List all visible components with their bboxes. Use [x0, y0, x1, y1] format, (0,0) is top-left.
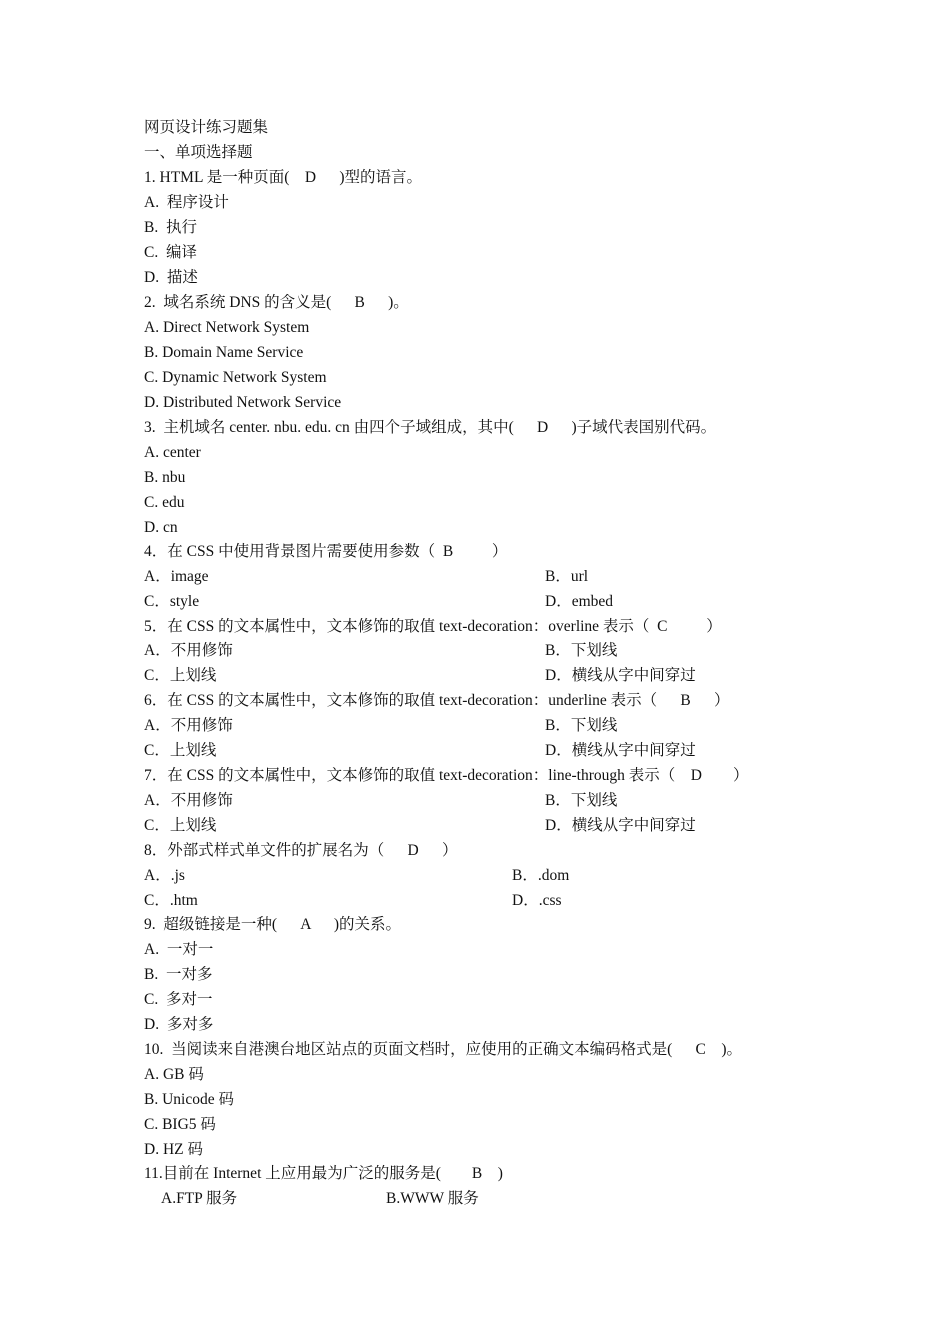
q6-option-b: B．下划线 — [545, 717, 618, 734]
section-heading: 一、单项选择题 — [144, 144, 253, 161]
q4-option-c: C．style — [144, 593, 200, 610]
q9-option-b: B. 一对多 — [144, 966, 213, 983]
q4-option-d: D．embed — [545, 593, 614, 610]
question-10: 10. 当阅读来自港澳台地区站点的页面文档时，应使用的正确文本编码格式是( C )。 — [144, 1041, 743, 1058]
question-1: 1. HTML 是一种页面( D )型的语言。 — [144, 169, 422, 186]
q6-option-c: C．上划线 — [144, 742, 217, 759]
q3-option-a: A. center — [144, 444, 201, 461]
document-title: 网页设计练习题集 — [144, 119, 269, 136]
q9-option-c: C. 多对一 — [144, 991, 213, 1008]
q9-option-d: D. 多对多 — [144, 1016, 214, 1033]
q8-option-d: D．.css — [512, 892, 562, 909]
q5-option-d: D．横线从字中间穿过 — [545, 667, 696, 684]
q5-option-c: C．上划线 — [144, 667, 217, 684]
q9-option-a: A. 一对一 — [144, 941, 214, 958]
q4-option-a: A．image — [144, 568, 209, 585]
q10-option-d: D. HZ 码 — [144, 1141, 203, 1158]
question-2: 2. 域名系统 DNS 的含义是( B )。 — [144, 294, 409, 311]
q7-option-a: A．不用修饰 — [144, 792, 233, 809]
q6-option-d: D．横线从字中间穿过 — [545, 742, 696, 759]
q10-option-a: A. GB 码 — [144, 1066, 204, 1083]
q7-option-d: D．横线从字中间穿过 — [545, 817, 696, 834]
question-9: 9. 超级链接是一种( A )的关系。 — [144, 916, 402, 933]
q2-option-a: A. Direct Network System — [144, 319, 310, 336]
q1-option-a: A. 程序设计 — [144, 194, 229, 211]
q2-option-d: D. Distributed Network Service — [144, 394, 342, 411]
q11-option-b: B.WWW 服务 — [386, 1190, 479, 1207]
question-11: 11.目前在 Internet 上应用最为广泛的服务是( B ) — [144, 1165, 503, 1182]
q11-option-a: A.FTP 服务 — [161, 1190, 238, 1207]
q3-option-d: D. cn — [144, 519, 178, 536]
q5-option-b: B．下划线 — [545, 642, 618, 659]
question-6: 6．在 CSS 的文本属性中，文本修饰的取值 text-decoration：underline 表示（ B ） — [144, 692, 730, 709]
question-8: 8．外部式样式单文件的扩展名为（ D ） — [144, 842, 458, 859]
q6-option-a: A．不用修饰 — [144, 717, 233, 734]
q10-option-b: B. Unicode 码 — [144, 1091, 234, 1108]
q8-option-b: B．.dom — [512, 867, 570, 884]
q2-option-c: C. Dynamic Network System — [144, 369, 327, 386]
q7-option-b: B．下划线 — [545, 792, 618, 809]
q8-option-a: A．.js — [144, 867, 185, 884]
q10-option-c: C. BIG5 码 — [144, 1116, 216, 1133]
q1-option-b: B. 执行 — [144, 219, 197, 236]
q7-option-c: C．上划线 — [144, 817, 217, 834]
q4-option-b: B．url — [545, 568, 589, 585]
q8-option-c: C．.htm — [144, 892, 198, 909]
q2-option-b: B. Domain Name Service — [144, 344, 304, 361]
question-7: 7．在 CSS 的文本属性中，文本修饰的取值 text-decoration：line-through 表示（ D ） — [144, 767, 749, 784]
q3-option-b: B. nbu — [144, 469, 186, 486]
q3-option-c: C. edu — [144, 494, 185, 511]
question-5: 5．在 CSS 的文本属性中，文本修饰的取值 text-decoration：overline 表示（ C ） — [144, 618, 722, 635]
question-4: 4．在 CSS 中使用背景图片需要使用参数（ B ） — [144, 543, 508, 560]
q1-option-c: C. 编译 — [144, 244, 197, 261]
q1-option-d: D. 描述 — [144, 269, 198, 286]
q5-option-a: A．不用修饰 — [144, 642, 233, 659]
question-3: 3. 主机域名 center. nbu. edu. cn 由四个子域组成，其中( D )子域代表国别代码。 — [144, 419, 717, 436]
